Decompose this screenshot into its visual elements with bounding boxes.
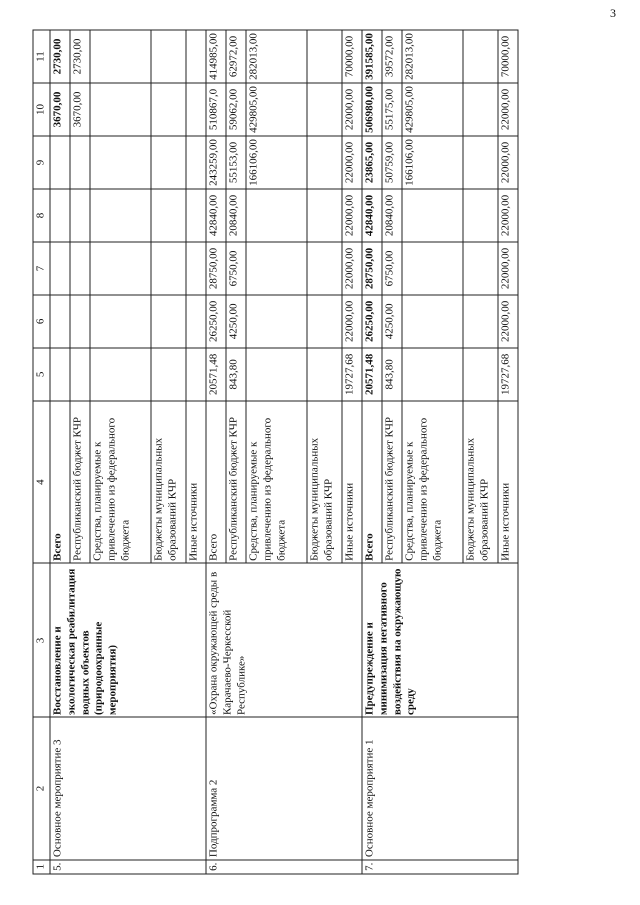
program-description: Восстановление и экологическая реабилитация водных объектов (природоохранные мероприятия) bbox=[50, 563, 206, 717]
amount-cell: 843,80 bbox=[226, 348, 246, 401]
amount-cell bbox=[186, 242, 206, 295]
amount-cell bbox=[463, 242, 498, 295]
amount-cell: 23865,00 bbox=[362, 136, 382, 189]
amount-cell: 22000,00 bbox=[342, 295, 362, 348]
program-name: Основное мероприятие 1 bbox=[362, 718, 518, 860]
amount-cell: 55175,00 bbox=[382, 83, 402, 136]
amount-cell: 22000,00 bbox=[498, 295, 518, 348]
amount-cell: 55153,00 bbox=[226, 136, 246, 189]
amount-cell: 28750,00 bbox=[362, 242, 382, 295]
amount-cell bbox=[70, 295, 90, 348]
amount-cell: 19727,68 bbox=[498, 348, 518, 401]
amount-cell: 22000,00 bbox=[498, 136, 518, 189]
amount-cell bbox=[186, 30, 206, 83]
funding-source-label: Бюджеты муниципальных образований КЧР bbox=[463, 401, 498, 564]
amount-cell bbox=[307, 83, 342, 136]
amount-cell bbox=[90, 242, 151, 295]
funding-source-label: Иные источники bbox=[186, 401, 206, 564]
amount-cell: 3670,00 bbox=[70, 83, 90, 136]
amount-cell bbox=[90, 189, 151, 242]
amount-cell: 243259,00 bbox=[206, 136, 226, 189]
amount-cell bbox=[463, 83, 498, 136]
amount-cell bbox=[70, 189, 90, 242]
amount-cell bbox=[402, 189, 463, 242]
amount-cell bbox=[151, 83, 186, 136]
amount-cell: 429805,00 bbox=[246, 83, 307, 136]
amount-cell: 20571,48 bbox=[206, 348, 226, 401]
column-number-2: 2 bbox=[33, 718, 50, 860]
amount-cell: 42840,00 bbox=[206, 189, 226, 242]
program-name: Основное мероприятие 3 bbox=[50, 718, 206, 860]
funding-source-label: Иные источники bbox=[342, 401, 362, 564]
amount-cell bbox=[70, 242, 90, 295]
amount-cell: 506980,00 bbox=[362, 83, 382, 136]
amount-cell bbox=[402, 295, 463, 348]
column-number-row bbox=[33, 30, 50, 874]
amount-cell bbox=[90, 83, 151, 136]
amount-cell: 4250,00 bbox=[382, 295, 402, 348]
program-name: Подпрограмма 2 bbox=[206, 718, 362, 860]
amount-cell bbox=[50, 136, 70, 189]
amount-cell bbox=[402, 242, 463, 295]
amount-cell bbox=[90, 295, 151, 348]
funding-source-label: Республиканский бюджет КЧР bbox=[70, 401, 90, 564]
amount-cell bbox=[50, 242, 70, 295]
amount-cell bbox=[186, 189, 206, 242]
amount-cell: 28750,00 bbox=[206, 242, 226, 295]
funding-source-label: Республиканский бюджет КЧР bbox=[226, 401, 246, 564]
table-row bbox=[50, 30, 70, 874]
amount-cell: 59062,00 bbox=[226, 83, 246, 136]
amount-cell bbox=[307, 136, 342, 189]
amount-cell: 22000,00 bbox=[342, 242, 362, 295]
amount-cell bbox=[70, 348, 90, 401]
column-number-4: 4 bbox=[33, 401, 50, 564]
amount-cell bbox=[186, 136, 206, 189]
amount-cell: 22000,00 bbox=[498, 242, 518, 295]
amount-cell: 70000,00 bbox=[498, 30, 518, 83]
amount-cell: 62972,00 bbox=[226, 30, 246, 83]
column-number-1: 1 bbox=[33, 860, 50, 874]
amount-cell: 22000,00 bbox=[498, 189, 518, 242]
amount-cell bbox=[246, 348, 307, 401]
funding-source-label: Иные источники bbox=[498, 401, 518, 564]
amount-cell bbox=[90, 348, 151, 401]
page-number: 3 bbox=[610, 6, 616, 20]
budget-table bbox=[33, 30, 519, 875]
amount-cell: 166106,00 bbox=[402, 136, 463, 189]
amount-cell bbox=[50, 348, 70, 401]
amount-cell: 22000,00 bbox=[498, 83, 518, 136]
amount-cell bbox=[246, 189, 307, 242]
funding-source-label: Средства, планируемые к привлечению из федерального бюджета bbox=[402, 401, 463, 564]
funding-source-label: Всего bbox=[362, 401, 382, 564]
amount-cell bbox=[151, 30, 186, 83]
amount-cell bbox=[186, 348, 206, 401]
amount-cell bbox=[402, 348, 463, 401]
amount-cell: 22000,00 bbox=[342, 189, 362, 242]
amount-cell bbox=[151, 242, 186, 295]
amount-cell bbox=[307, 295, 342, 348]
amount-cell bbox=[151, 295, 186, 348]
amount-cell: 2730,00 bbox=[70, 30, 90, 83]
column-number-6: 6 bbox=[33, 295, 50, 348]
amount-cell bbox=[151, 136, 186, 189]
amount-cell: 166106,00 bbox=[246, 136, 307, 189]
amount-cell: 3670,00 bbox=[50, 83, 70, 136]
amount-cell: 50759,00 bbox=[382, 136, 402, 189]
rotated-table-container bbox=[33, 30, 608, 875]
amount-cell: 510867,0 bbox=[206, 83, 226, 136]
column-number-10: 10 bbox=[33, 83, 50, 136]
funding-source-label: Всего bbox=[206, 401, 226, 564]
amount-cell bbox=[50, 295, 70, 348]
amount-cell bbox=[463, 348, 498, 401]
row-number: 6. bbox=[206, 860, 362, 874]
column-number-7: 7 bbox=[33, 242, 50, 295]
amount-cell: 22000,00 bbox=[342, 136, 362, 189]
amount-cell: 2730,00 bbox=[50, 30, 70, 83]
amount-cell bbox=[307, 30, 342, 83]
amount-cell bbox=[307, 242, 342, 295]
row-number: 5. bbox=[50, 860, 206, 874]
column-number-5: 5 bbox=[33, 348, 50, 401]
column-number-3: 3 bbox=[33, 563, 50, 717]
column-number-9: 9 bbox=[33, 136, 50, 189]
column-number-11: 11 bbox=[33, 30, 50, 83]
amount-cell bbox=[90, 30, 151, 83]
row-number: 7. bbox=[362, 860, 518, 874]
table-row bbox=[362, 30, 382, 874]
amount-cell: 39572,00 bbox=[382, 30, 402, 83]
amount-cell: 20840,00 bbox=[226, 189, 246, 242]
funding-source-label: Средства, планируемые к привлечению из федерального бюджета bbox=[90, 401, 151, 564]
amount-cell: 22000,00 bbox=[342, 83, 362, 136]
funding-source-label: Всего bbox=[50, 401, 70, 564]
amount-cell: 20571,48 bbox=[362, 348, 382, 401]
amount-cell bbox=[246, 295, 307, 348]
amount-cell: 391585,00 bbox=[362, 30, 382, 83]
amount-cell: 26250,00 bbox=[362, 295, 382, 348]
column-number-8: 8 bbox=[33, 189, 50, 242]
funding-source-label: Бюджеты муниципальных образований КЧР bbox=[151, 401, 186, 564]
amount-cell: 6750,00 bbox=[226, 242, 246, 295]
amount-cell: 6750,00 bbox=[382, 242, 402, 295]
funding-source-label: Республиканский бюджет КЧР bbox=[382, 401, 402, 564]
amount-cell bbox=[186, 83, 206, 136]
amount-cell bbox=[307, 348, 342, 401]
amount-cell bbox=[463, 189, 498, 242]
amount-cell bbox=[90, 136, 151, 189]
amount-cell: 843,80 bbox=[382, 348, 402, 401]
amount-cell: 19727,68 bbox=[342, 348, 362, 401]
funding-source-label: Бюджеты муниципальных образований КЧР bbox=[307, 401, 342, 564]
amount-cell bbox=[307, 189, 342, 242]
amount-cell bbox=[463, 136, 498, 189]
amount-cell bbox=[50, 189, 70, 242]
amount-cell: 282013,00 bbox=[402, 30, 463, 83]
amount-cell bbox=[246, 242, 307, 295]
amount-cell: 26250,00 bbox=[206, 295, 226, 348]
amount-cell: 20840,00 bbox=[382, 189, 402, 242]
amount-cell bbox=[463, 30, 498, 83]
table-row bbox=[206, 30, 226, 874]
funding-source-label: Средства, планируемые к привлечению из федерального бюджета bbox=[246, 401, 307, 564]
amount-cell: 414985,00 bbox=[206, 30, 226, 83]
program-description: Предупреждение и минимизация негативного воздействия на окружающую среду bbox=[362, 563, 518, 717]
amount-cell: 282013,00 bbox=[246, 30, 307, 83]
amount-cell bbox=[186, 295, 206, 348]
program-description: «Охрана окружающей среды в Карачаево-Черкесской Республике» bbox=[206, 563, 362, 717]
amount-cell: 42840,00 bbox=[362, 189, 382, 242]
amount-cell bbox=[70, 136, 90, 189]
amount-cell: 4250,00 bbox=[226, 295, 246, 348]
amount-cell: 70000,00 bbox=[342, 30, 362, 83]
amount-cell bbox=[151, 348, 186, 401]
table-body bbox=[33, 30, 518, 874]
amount-cell bbox=[151, 189, 186, 242]
amount-cell bbox=[463, 295, 498, 348]
amount-cell: 429805,00 bbox=[402, 83, 463, 136]
